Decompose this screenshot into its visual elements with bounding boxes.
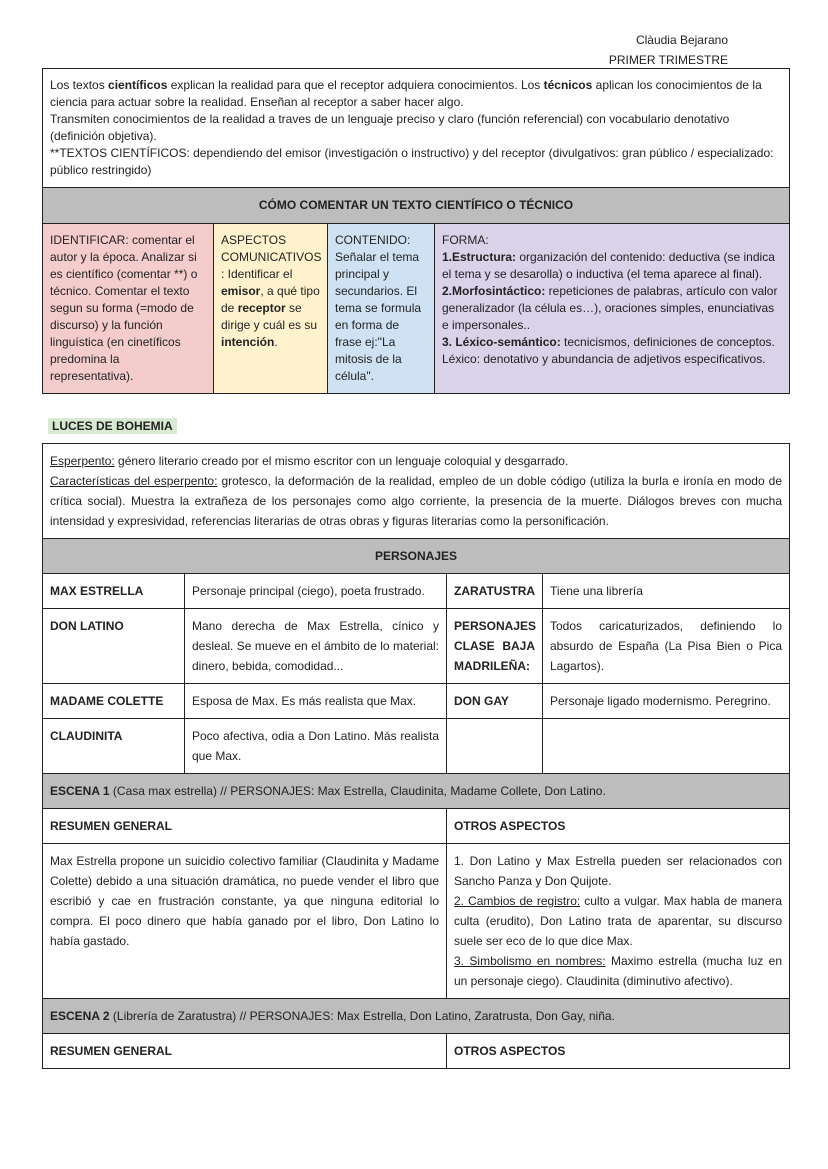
author-name: Clàudia Bejarano — [635, 33, 728, 47]
identificar-cell: IDENTIFICAR: comentar el autor y la época. Analizar si es científico (comentar **) o técnico. Comentar el texto segun su forma (=modo de discurso) y la función linguística (en cinetíficos predomina la representativa). — [43, 224, 214, 394]
esperpento-cell: Esperpento: género literario creado por el mismo escritor con un lenguaje coloquial y desgarrado. Características del esperpento: grotesco, la deformación de la realidad, empleo de un doble código (utiliza la burla e ironía en modo de crítica social). Muestra la extrañeza de los personajes como algo corriente, la presencia de la muerte. Diálogos breves con mucha intensidad y expresividad, referencias literarias de otras obras y figuras literarias como la personificación. — [43, 444, 790, 539]
comentar-title: CÓMO COMENTAR UN TEXTO CIENTÍFICO O TÉCNICO — [43, 188, 790, 224]
character-desc: Poco afectiva, odia a Don Latino. Más realista que Max. — [185, 719, 447, 774]
character-desc: Personaje ligado modernismo. Peregrino. — [543, 684, 790, 719]
empty-cell — [447, 719, 543, 774]
character-desc: Personaje principal (ciego), poeta frustrado. — [185, 574, 447, 609]
otros-header: OTROS ASPECTOS — [447, 1034, 790, 1069]
empty-cell — [543, 719, 790, 774]
term-label: PRIMER TRIMESTRE — [608, 53, 728, 67]
character-desc: Tiene una librería — [543, 574, 790, 609]
forma-cell: FORMA: 1.Estructura: organización del contenido: deductiva (se indica el tema y se desarolla) o inductiva (el tema aparece al final). 2.Morfosintáctico: repeticiones de palabras, artículo con valor generalizador (la célula es…), oraciones simples, enunciativas e impersonales.. 3. Léxico-semántico: tecnicismos, definiciones de conceptos. Léxico: denotativo y abundancia de adjetivos especificativos. — [435, 224, 790, 394]
intro-paragraph-2: Transmiten conocimientos de la realidad a traves de un lenguaje preciso y claro (función referencial) con vocabulario denotativo (definición objetiva). — [50, 112, 730, 143]
character-name: DON GAY — [447, 684, 543, 719]
resumen-header: RESUMEN GENERAL — [43, 1034, 447, 1069]
character-desc: Esposa de Max. Es más realista que Max. — [185, 684, 447, 719]
character-name: PERSONAJES CLASE BAJA MADRILEÑA: — [447, 609, 543, 684]
contenido-cell: CONTENIDO: Señalar el tema principal y secundarios. El tema se formula en forma de frase ej:"La mitosis de la célula". — [328, 224, 435, 394]
luces-de-bohemia-table — [42, 443, 790, 1069]
character-desc: Mano derecha de Max Estrella, cínico y desleal. Se mueve en el ámbito de lo material: dinero, bebida, comodidad... — [185, 609, 447, 684]
intro-cell — [43, 69, 790, 188]
personajes-title: PERSONAJES — [43, 539, 790, 574]
escena-2-header: ESCENA 2 (Librería de Zaratustra) // PERSONAJES: Max Estrella, Don Latino, Zaratrusta, Don Gay, niña. — [43, 999, 790, 1034]
character-name: CLAUDINITA — [43, 719, 185, 774]
aspectos-cell: ASPECTOS COMUNICATIVOS : Identificar el emisor, a qué tipo de receptor se dirige y cuál es su intención. — [214, 224, 328, 394]
intro-paragraph-1: Los textos científicos explican la realidad para que el receptor adquiera conocimientos. Los técnicos aplican los conocimientos de la ciencia para actuar sobre la realidad. Enseñan al receptor a saber hacer algo. — [50, 78, 762, 109]
escena-1-header: ESCENA 1 (Casa max estrella) // PERSONAJES: Max Estrella, Claudinita, Madame Collete, Don Latino. — [43, 774, 790, 809]
character-name: ZARATUSTRA — [447, 574, 543, 609]
character-name: MAX ESTRELLA — [43, 574, 185, 609]
resumen-header: RESUMEN GENERAL — [43, 809, 447, 844]
escena-1-otros: 1. Don Latino y Max Estrella pueden ser relacionados con Sancho Panza y Don Quijote. 2. Cambios de registro: culto a vulgar. Max habla de manera culta (erudito), Don Latino trata de aparentar, su discurso suele ser eco de lo que dice Max. 3. Simbolismo en nombres: Maximo estrella (mucha luz en un personaje ciego). Claudinita (diminutivo afectivo). — [447, 844, 790, 999]
intro-paragraph-3: **TEXTOS CIENTÍFICOS: dependiendo del emisor (investigación o instructivo) y del receptor (divulgativos: gran público / especializado: público restringido) — [50, 146, 774, 177]
otros-header: OTROS ASPECTOS — [447, 809, 790, 844]
character-desc: Todos caricaturizados, definiendo lo absurdo de España (La Pisa Bien o Pica Lagartos). — [543, 609, 790, 684]
luces-de-bohemia-label: LUCES DE BOHEMIA — [48, 418, 177, 434]
character-name: DON LATINO — [43, 609, 185, 684]
escena-1-resumen: Max Estrella propone un suicidio colectivo familiar (Claudinita y Madame Colette) debido a una situación dramática, no puede vender el libro que escribió y cae en frustración constante, ya que ninguna editorial lo compra. El poco dinero que había ganado por el libro, Don Latino lo había gastado. — [43, 844, 447, 999]
character-name: MADAME COLETTE — [43, 684, 185, 719]
scientific-texts-table — [42, 68, 790, 394]
